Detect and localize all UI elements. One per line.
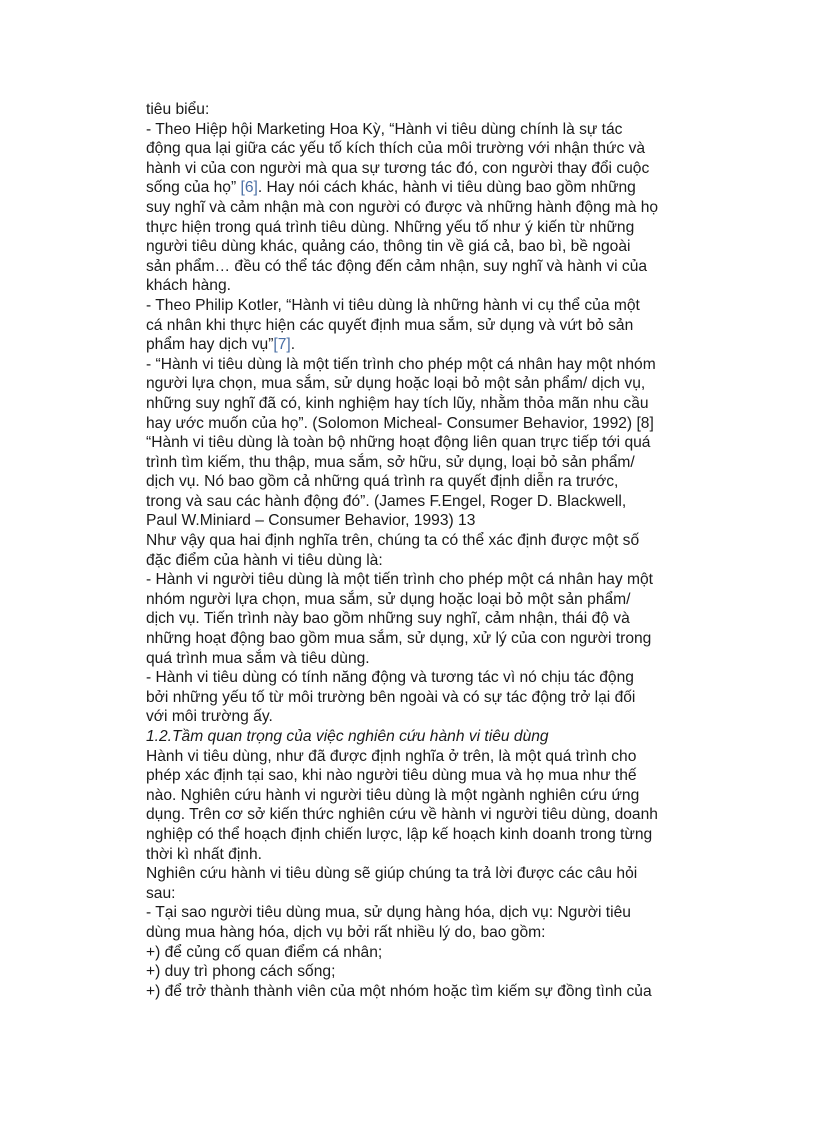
line-text: Paul W.Miniard – Consumer Behavior, 1993) 13 [146, 512, 476, 530]
line-text: +) để củng cố quan điểm cá nhân; [146, 943, 383, 961]
text-line [146, 786, 682, 806]
line-text: thời kì nhất định. [146, 845, 262, 863]
line-text: phép xác định tại sao, khi nào người tiêu dùng mua và họ mua như thế [146, 767, 637, 785]
text-line [146, 982, 682, 1002]
line-text: trong và sau các hành động đó”. (James F.Engel, Roger D. Blackwell, [146, 492, 627, 510]
line-text: bởi những yếu tố từ môi trường bên ngoài và có sự tác động trở lại đối [146, 688, 636, 706]
line-text: “Hành vi tiêu dùng là toàn bộ những hoạt động liên quan trực tiếp tới quá [146, 434, 651, 452]
text-line [146, 316, 682, 336]
line-text: nào. Nghiên cứu hành vi người tiêu dùng là một ngành nghiên cứu ứng [146, 786, 640, 804]
line-text: Nghiên cứu hành vi tiêu dùng sẽ giúp chúng ta trả lời được các câu hỏi [146, 865, 638, 883]
line-text: sau: [146, 884, 176, 902]
line-text: - Hành vi tiêu dùng có tính năng động và tương tác vì nó chịu tác động [146, 669, 634, 687]
line-text: tiêu biểu: [146, 101, 210, 118]
line-text: hay ước muốn của họ”. (Solomon Micheal- Consumer Behavior, 1992) [8] [146, 414, 654, 432]
text-line [146, 570, 682, 590]
line-text: - Theo Philip Kotler, “Hành vi tiêu dùng là những hành vi cụ thể của một [146, 296, 640, 314]
text-line [146, 531, 682, 551]
text-line [146, 355, 682, 375]
text-line [146, 178, 682, 198]
text-line [146, 414, 682, 434]
text-line [146, 609, 682, 629]
text-line [146, 511, 682, 531]
line-text: hành vi của con người mà qua sự tương tác đó, con người thay đổi cuộc [146, 159, 650, 177]
text-line [146, 551, 682, 571]
line-text: nghiệp có thể hoạch định chiến lược, lập kế hoạch kinh doanh trong từng [146, 825, 653, 843]
line-text: - Hành vi người tiêu dùng là một tiến trình cho phép một cá nhân hay một [146, 571, 653, 589]
line-text: nhóm người lựa chọn, mua sắm, sử dụng hoặc loại bỏ một sản phẩm/ [146, 590, 631, 608]
line-text: người tiêu dùng khác, quảng cáo, thông tin về giá cả, bao bì, bề ngoài [146, 238, 631, 256]
text-line [146, 218, 682, 238]
text-line [146, 257, 682, 277]
text-line [146, 139, 682, 159]
text-line [146, 492, 682, 512]
line-text: sản phẩm… đều có thể tác động đến cảm nhận, suy nghĩ và hành vi của [146, 257, 648, 275]
text-line [146, 374, 682, 394]
text-line [146, 198, 682, 218]
text-line [146, 433, 682, 453]
line-text: sống của họ” [146, 179, 241, 197]
line-text: - Theo Hiệp hội Marketing Hoa Kỳ, “Hành vi tiêu dùng chính là sự tác [146, 120, 623, 138]
line-text: những hoạt động bao gồm mua sắm, sử dụng, xử lý của con người trong [146, 630, 652, 648]
line-text: thực hiện trong quá trình tiêu dùng. Những yếu tố như ý kiến từ những [146, 218, 635, 236]
text-line [146, 159, 682, 179]
citation-link[interactable]: [7] [273, 336, 291, 354]
line-text: khách hàng. [146, 277, 231, 295]
text-line [146, 884, 682, 904]
text-line [146, 296, 682, 316]
text-line [146, 120, 682, 140]
line-text-continued: . [290, 336, 296, 354]
line-text: 1.2.Tầm quan trọng của việc nghiên cứu hành vi tiêu dùng [146, 728, 549, 745]
text-line [146, 100, 682, 120]
text-line [146, 472, 682, 492]
text-line [146, 825, 682, 845]
text-line [146, 707, 682, 727]
text-line [146, 335, 682, 355]
line-text: +) duy trì phong cách sống; [146, 963, 336, 981]
text-line [146, 237, 682, 257]
text-line [146, 864, 682, 884]
line-text: +) để trở thành thành viên của một nhóm hoặc tìm kiếm sự đồng tình của [146, 982, 652, 1000]
line-text: - “Hành vi tiêu dùng là một tiến trình cho phép một cá nhân hay một nhóm [146, 355, 656, 373]
line-text: động qua lại giữa các yếu tố kích thích của môi trường với nhận thức và [146, 140, 646, 158]
text-line [146, 629, 682, 649]
text-line [146, 923, 682, 943]
text-line [146, 590, 682, 610]
line-text: đặc điểm của hành vi tiêu dùng là: [146, 551, 383, 569]
section-heading [146, 727, 682, 747]
line-text: suy nghĩ và cảm nhận mà con người có được và những hành động mà họ [146, 198, 659, 216]
text-line [146, 453, 682, 473]
text-line [146, 649, 682, 669]
text-line [146, 845, 682, 865]
line-text: phẩm hay dịch vụ” [146, 336, 274, 354]
line-text: dịch vụ. Tiến trình này bao gồm những suy nghĩ, cảm nhận, thái độ và [146, 610, 630, 628]
text-line [146, 943, 682, 963]
text-line [146, 805, 682, 825]
text-line [146, 688, 682, 708]
text-line [146, 276, 682, 296]
line-text: - Tại sao người tiêu dùng mua, sử dụng hàng hóa, dịch vụ: Người tiêu [146, 904, 631, 922]
line-text-continued: . Hay nói cách khác, hành vi tiêu dùng bao gồm những [257, 179, 636, 197]
line-text: cá nhân khi thực hiện các quyết định mua sắm, sử dụng và vứt bỏ sản [146, 316, 634, 334]
text-line [146, 903, 682, 923]
line-text: dụng. Trên cơ sở kiến thức nghiên cứu về hành vi người tiêu dùng, doanh [146, 806, 658, 824]
citation-link[interactable]: [6] [240, 179, 258, 197]
text-line [146, 962, 682, 982]
line-text: dịch vụ. Nó bao gồm cả những quá trình ra quyết định diễn ra trước, [146, 473, 619, 491]
line-text: trình tìm kiếm, thu thập, mua sắm, sở hữu, sử dụng, loại bỏ sản phẩm/ [146, 453, 635, 471]
line-text: Hành vi tiêu dùng, như đã được định nghĩa ở trên, là một quá trình cho [146, 747, 637, 765]
text-line [146, 394, 682, 414]
line-text: Như vậy qua hai định nghĩa trên, chúng ta có thể xác định được một số [146, 532, 640, 550]
line-text: với môi trường ấy. [146, 708, 273, 726]
text-line [146, 668, 682, 688]
text-line [146, 747, 682, 767]
line-text: quá trình mua sắm và tiêu dùng. [146, 649, 370, 667]
document-page [146, 100, 682, 1001]
line-text: người lựa chọn, mua sắm, sử dụng hoặc loại bỏ một sản phẩm/ dịch vụ, [146, 375, 646, 393]
line-text: những suy nghĩ đã có, kinh nghiệm hay tích lũy, nhằm thỏa mãn nhu cầu [146, 394, 649, 412]
line-text: dùng mua hàng hóa, dịch vụ bởi rất nhiều lý do, bao gồm: [146, 923, 546, 941]
text-line [146, 766, 682, 786]
